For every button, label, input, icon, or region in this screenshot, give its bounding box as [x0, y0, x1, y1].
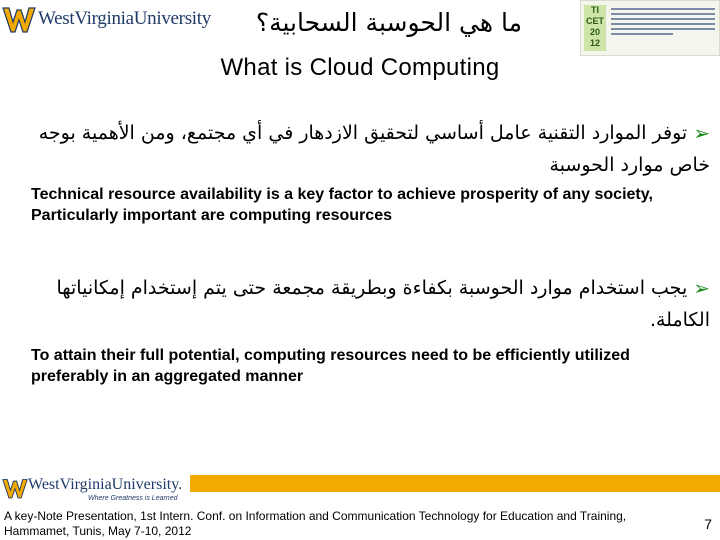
arrow-bullet-icon: ➢ — [693, 276, 710, 300]
footer-tagline: Where Greatness is Learned — [88, 495, 178, 502]
wvu-header-logo — [2, 2, 211, 38]
ticet-logo-icon: TI CET 20 12 — [584, 5, 606, 51]
wvu-logo-text: WestVirginiaUniversity — [38, 8, 211, 29]
bullet-2-arabic-text: يجب استخدام موارد الحوسبة بكفاءة وبطريقة مجمعة حتى يتم إستخدام إمكانياتها الكاملة. — [56, 277, 710, 331]
slide-title-english: What is Cloud Computing — [220, 54, 500, 81]
slide-title-arabic: ما هي الحوسبة السحابية؟ — [255, 8, 522, 37]
bullet-1-arabic-text: توفر الموارد التقنية عامل أساسي لتحقيق الازدهار في أي مجتمع، ومن الأهمية بوجه خاص موارد الحوسبة — [38, 122, 710, 176]
page-number: 7 — [704, 516, 712, 532]
footer-logo-text: WestVirginiaUniversity. — [28, 476, 183, 493]
arrow-bullet-icon: ➢ — [693, 121, 710, 145]
bullet-1-english: Technical resource availability is a key factor to achieve prosperity of any society, Particularly important are computing resources — [31, 186, 653, 224]
wv-logo-icon — [2, 2, 36, 36]
bullet-2-english: To attain their full potential, computing resources need to be efficiently utilized preferably in an aggregated manner — [31, 347, 630, 385]
footer-band — [0, 464, 720, 502]
wv-footer-logo-icon — [2, 476, 28, 500]
bullet-2-arabic — [20, 272, 710, 336]
bullet-1-arabic — [20, 117, 710, 181]
conference-badge — [580, 0, 720, 56]
badge-text-lines — [611, 5, 715, 38]
footer-citation: A key-Note Presentation, 1st Intern. Conf. on Information and Communication Technology for Education and Training, Hammamet, Tunis, May 7-10, 2012 — [4, 509, 627, 538]
